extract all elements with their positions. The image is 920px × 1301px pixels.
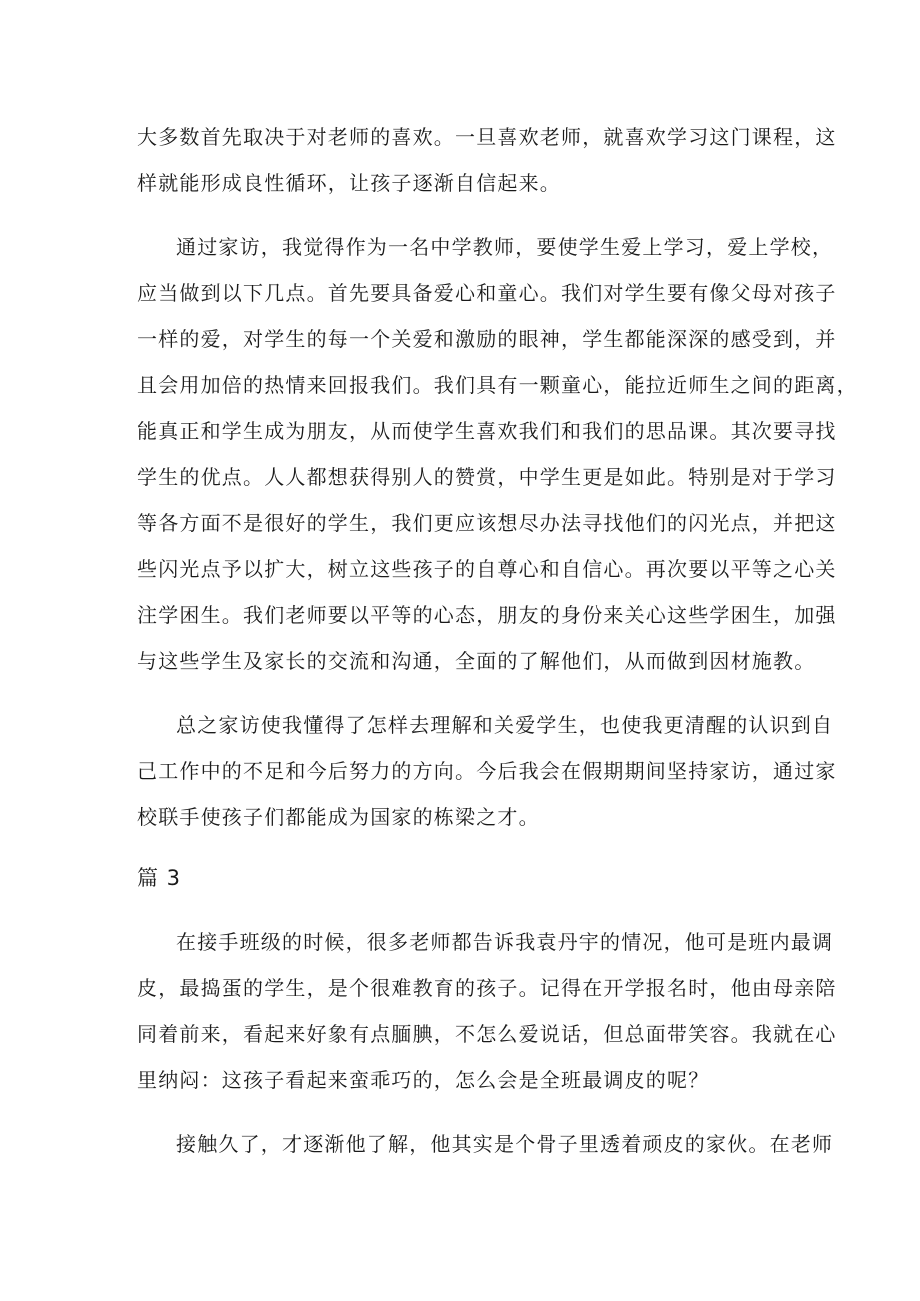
section-paragraph-1-line-1: 在接手班级的时候，很多老师都告诉我袁丹宇的情况，他可是班内最调	[176, 930, 834, 954]
paragraph-1-line-2: 样就能形成良性循环，让孩子逐渐自信起来。	[137, 171, 561, 195]
paragraph-1-line-1: 大多数首先取决于对老师的喜欢。一旦喜欢老师，就喜欢学习这门课程，这	[137, 125, 837, 149]
section-heading: 篇 3	[137, 866, 182, 890]
section-paragraph-1-line-4: 里纳闷：这孩子看起来蛮乖巧的，怎么会是全班最调皮的呢？	[137, 1068, 710, 1092]
paragraph-3-line-1: 总之家访使我懂得了怎样去理解和关爱学生，也使我更清醒的认识到自	[176, 713, 834, 737]
paragraph-3-line-3: 校联手使孩子们都能成为国家的栋梁之才。	[137, 805, 540, 829]
paragraph-3-line-2: 己工作中的不足和今后努力的方向。今后我会在假期期间坚持家访，通过家	[137, 759, 837, 783]
paragraph-2-line-2: 应当做到以下几点。首先要具备爱心和童心。我们对学生要有像父母对孩子	[137, 281, 837, 305]
section-paragraph-1-line-2: 皮，最捣蛋的学生，是个很难教育的孩子。记得在开学报名时，他由母亲陪	[137, 976, 837, 1000]
paragraph-2-line-9: 注学困生。我们老师要以平等的心态，朋友的身份来关心这些学困生，加强	[137, 603, 837, 627]
paragraph-2-line-8: 些闪光点予以扩大，树立这些孩子的自尊心和自信心。再次要以平等之心关	[137, 557, 837, 581]
paragraph-2-line-3: 一样的爱，对学生的每一个关爱和激励的眼神，学生都能深深的感受到，并	[137, 327, 837, 351]
paragraph-2-line-5: 能真正和学生成为朋友，从而使学生喜欢我们和我们的思品课。其次要寻找	[137, 419, 837, 443]
paragraph-2-line-10: 与这些学生及家长的交流和沟通，全面的了解他们，从而做到因材施教。	[137, 649, 816, 673]
paragraph-2-line-7: 等各方面不是很好的学生，我们更应该想尽办法寻找他们的闪光点，并把这	[137, 511, 837, 535]
section-paragraph-2-line-1: 接触久了，才逐渐他了解，他其实是个骨子里透着顽皮的家伙。在老师	[176, 1132, 834, 1156]
paragraph-2-line-6: 学生的优点。人人都想获得别人的赞赏，中学生更是如此。特别是对于学习	[137, 465, 837, 489]
paragraph-2-line-1: 通过家访，我觉得作为一名中学教师，要使学生爱上学习，爱上学校，	[176, 235, 834, 259]
section-paragraph-1-line-3: 同着前来，看起来好象有点腼腆，不怎么爱说话，但总面带笑容。我就在心	[137, 1022, 837, 1046]
paragraph-2-line-4: 且会用加倍的热情来回报我们。我们具有一颗童心，能拉近师生之间的距离，	[137, 373, 858, 397]
